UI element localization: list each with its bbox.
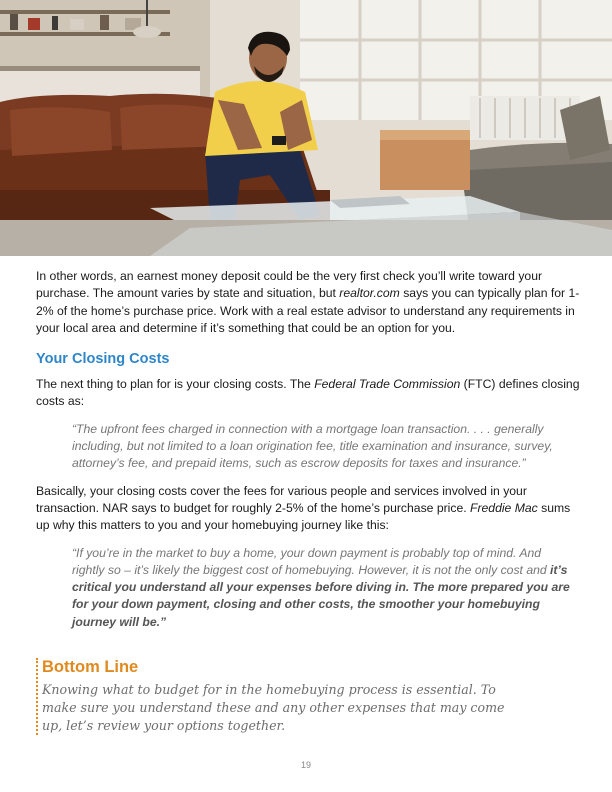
text-run: says you can typically plan for 1-2% of the home’s purchase price. Work with a real estate advisor to understand any requirements in your local area and determine if it’s something that could be an option for you. [36,286,580,335]
closing-costs-intro [36,376,581,411]
man-on-sofa-with-phone-illustration [0,0,612,256]
section-heading-closing-costs: Your Closing Costs [36,351,170,368]
main-content [36,268,581,641]
bottom-line-title: Bottom Line [42,658,139,676]
source-name: Freddie Mac [470,500,538,515]
hero-photo [0,0,612,256]
ftc-quote: “The upfront fees charged in connection with a mortgage loan transaction. . . . generally including, but not limited to a loan origination fee, title examination and insurance, survey, attorney’s fee, and prepaid items, such as escrow deposits for taxes and insurance.” [72,421,553,471]
bottom-line-callout [36,658,581,735]
quote-emphasis: it’s critical you understand all your expenses before diving in. The more prepared you are for your down payment, closing and other costs, the smoother your homebuying journey will be.” [72,562,570,629]
text-run: (FTC) defines closing costs as: [36,377,580,409]
closing-costs-paragraph [36,483,581,535]
quote-text: “If you’re in the market to buy a home, your down payment is probably top of mind. And rightly so – it’s likely the biggest cost of homebuying. However, it is not the only cost and [72,545,551,577]
text-run: Basically, your closing costs cover the fees for various people and services involved in your transaction. NAR says to budget for roughly 2-5% of the home’s purchase price. [36,483,527,515]
source-name: realtor.com [339,286,400,301]
source-name: Federal Trade Commission [314,377,461,392]
text-run: In other words, an earnest money deposit could be the very first check you’ll write toward your purchase. The amount varies by state and situation, but [36,269,543,301]
freddie-mac-quote [72,545,572,631]
page-number: 19 [300,760,311,770]
text-run: sums up why this matters to you and your homebuying journey like this: [36,500,571,533]
earnest-money-paragraph [36,268,581,337]
text-run: The next thing to plan for is your closing costs. The [36,377,315,392]
bottom-line-text: Knowing what to budget for in the homebuying process is essential. To make sure you understand these and any other expenses that may come up, let’s review your options together. [42,682,505,733]
